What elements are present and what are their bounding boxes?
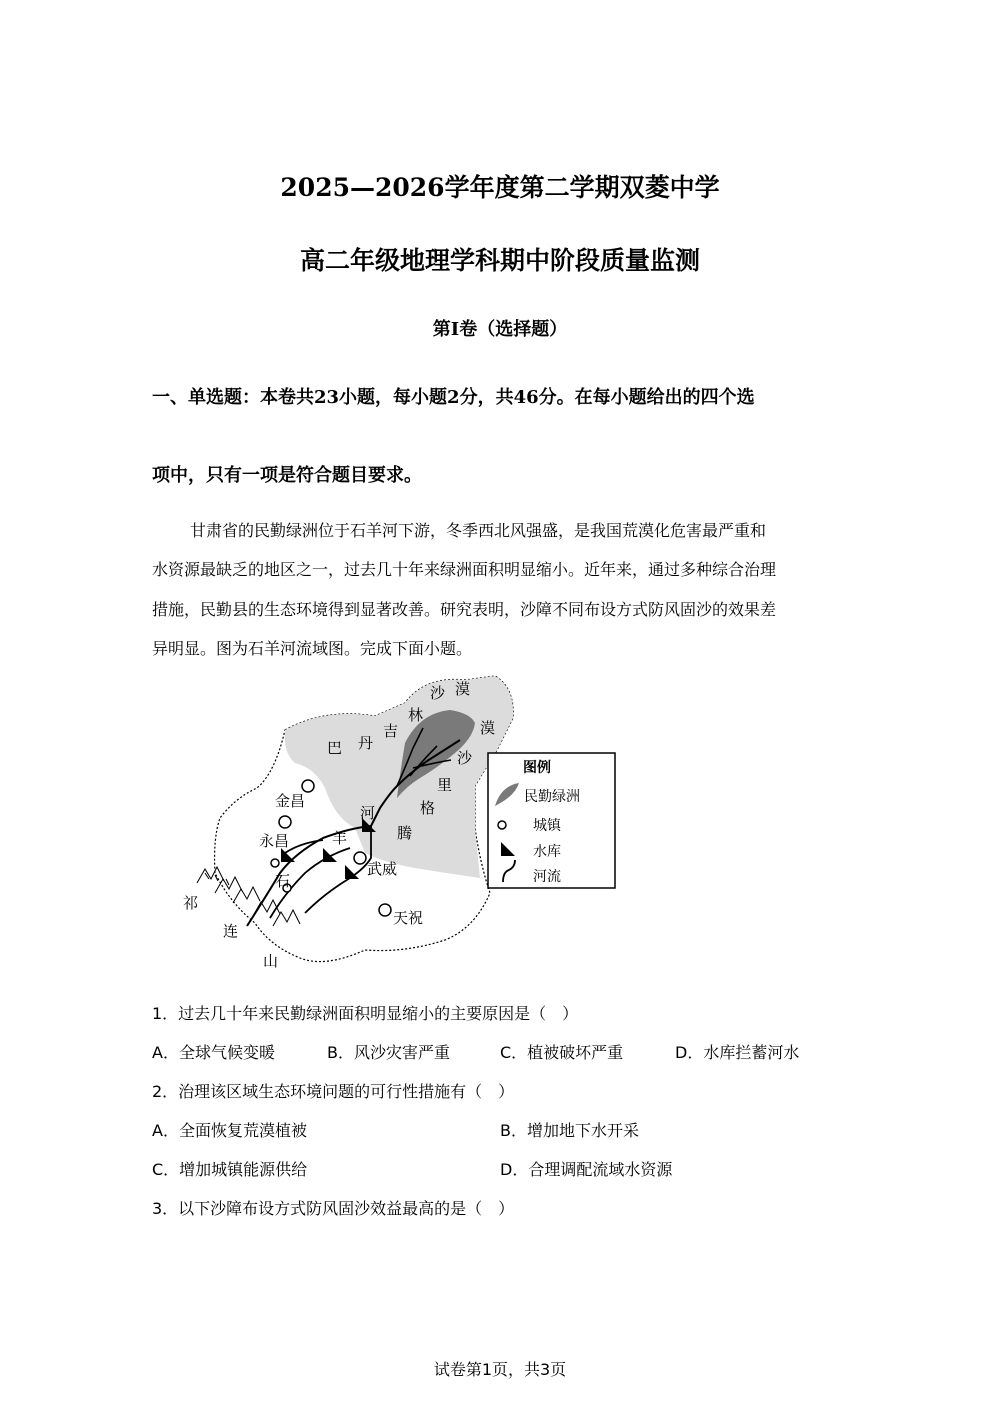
map-label: 丹 [358, 734, 374, 752]
map-legend [488, 753, 615, 888]
question-2-option-b[interactable]: B．增加地下水开采 [500, 1121, 639, 1140]
map-label: 连 [223, 922, 239, 940]
town-marker [302, 780, 314, 792]
question-1-stem: 1．过去几十年来民勤绿洲面积明显缩小的主要原因是（ ） [152, 1004, 579, 1023]
legend-title: 图例 [523, 760, 551, 776]
passage-line4: 异明显。图为石羊河流域图。完成下面小题。 [152, 639, 473, 658]
question-3-stem: 3．以下沙障布设方式防风固沙效益最高的是（ ） [152, 1199, 515, 1218]
map-label: 祁 [183, 894, 199, 912]
question-1-option-a[interactable]: A．全球气候变暖 [152, 1043, 275, 1062]
legend-town-swatch [498, 821, 506, 829]
legend-river-label: 河流 [533, 869, 561, 885]
exam-title-line2: 高二年级地理学科期中阶段质量监测 [299, 246, 700, 275]
map-label: 腾 [397, 824, 413, 842]
town-label-wuwei: 武威 [367, 860, 398, 878]
map-label: 河 [360, 804, 376, 822]
shiyang-river-basin-map [175, 668, 625, 973]
question-2-option-d[interactable]: D．合理调配流域水资源 [500, 1160, 673, 1179]
town-marker [354, 852, 366, 864]
map-label: 巴 [327, 739, 343, 757]
map-label: 石 [275, 872, 291, 890]
question-1-option-c[interactable]: C．植被破坏严重 [500, 1043, 624, 1062]
question-2-option-a[interactable]: A．全面恢复荒漠植被 [152, 1121, 307, 1140]
map-label: 吉 [383, 722, 399, 740]
town-label-yongchang: 永昌 [259, 832, 290, 850]
map-label: 沙 [457, 749, 473, 767]
passage-line1: 甘肃省的民勤绿洲位于石羊河下游，冬季西北风强盛，是我国荒漠化危害最严重和 [190, 521, 767, 540]
map-label: 漠 [455, 680, 471, 698]
section-heading-line2: 项中，只有一项是符合题目要求。 [152, 465, 422, 486]
town-marker [271, 859, 279, 867]
map-label: 山 [263, 952, 279, 970]
map-label: 林 [408, 706, 424, 724]
passage-line2: 水资源最缺乏的地区之一，过去几十年来绿洲面积明显缩小。近年来，通过多种综合治理 [152, 560, 777, 579]
map-label: 格 [420, 799, 436, 817]
town-label-jinchang: 金昌 [275, 792, 306, 810]
passage-line3: 措施，民勤县的生态环境得到显著改善。研究表明，沙障不同布设方式防风固沙的效果差 [152, 600, 777, 619]
town-label-tianzhu: 天祝 [393, 909, 424, 927]
legend-town-label: 城镇 [533, 818, 561, 834]
question-1-option-b[interactable]: B．风沙灾害严重 [327, 1043, 450, 1062]
map-label: 里 [437, 776, 453, 794]
map-label: 漠 [480, 719, 496, 737]
page-footer: 试卷第1页，共3页 [433, 1360, 567, 1379]
map-label: 沙 [430, 684, 446, 702]
volume-heading: 第Ⅰ卷（选择题） [432, 319, 568, 340]
question-2-stem: 2．治理该区域生态环境问题的可行性措施有（ ） [152, 1082, 515, 1101]
question-1-option-d[interactable]: D．水库拦蓄河水 [675, 1043, 800, 1062]
section-heading-line1: 一、单选题：本卷共23小题，每小题2分，共46分。在每小题给出的四个选 [152, 387, 755, 408]
question-2-option-c[interactable]: C．增加城镇能源供给 [152, 1160, 308, 1179]
town-marker [379, 904, 391, 916]
legend-oasis-label: 民勤绿洲 [524, 789, 580, 805]
map-label: 羊 [332, 829, 348, 847]
exam-title-line1: 2025—2026学年度第二学期双菱中学 [280, 173, 720, 202]
town-marker [279, 816, 291, 828]
legend-reservoir-label: 水库 [533, 844, 561, 860]
